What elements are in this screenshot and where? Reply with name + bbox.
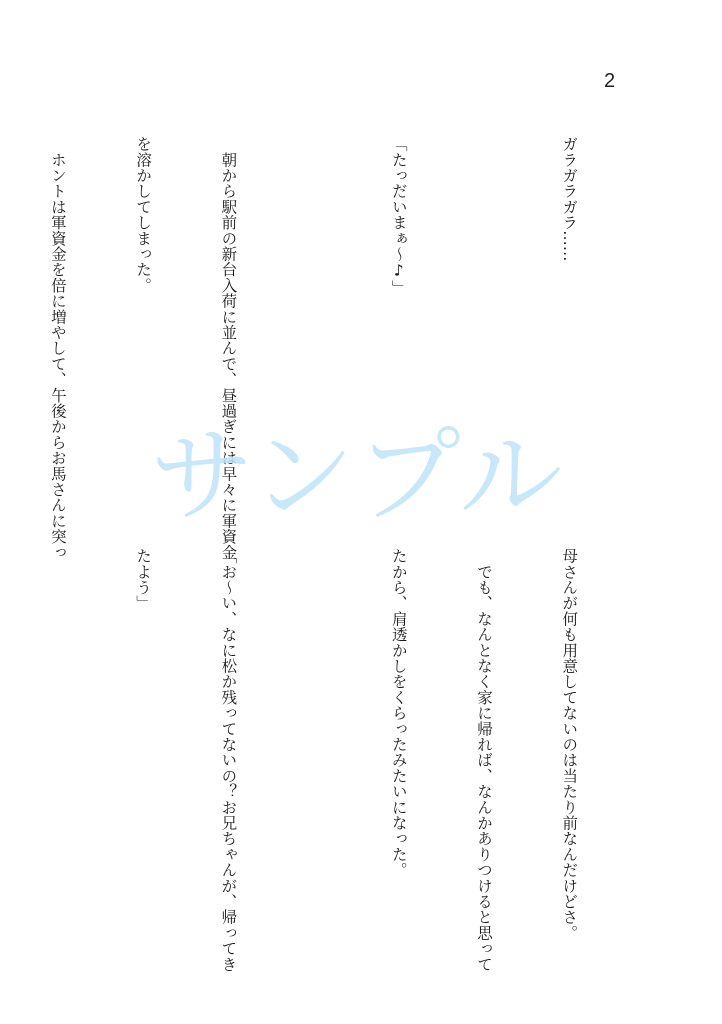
text-column-top [48, 136, 640, 560]
text-line: たから、肩透かしをくらったみたいになった。 [389, 548, 408, 878]
text-line [43, 548, 71, 968]
sample-watermark: サンプル [150, 415, 565, 537]
text-line: 「お～い、なに松か残ってないの？お兄ちゃんが、帰ってき [219, 548, 238, 972]
text-line: でも、なんとなく家に帰れば、なんかありつけると思って [474, 548, 493, 972]
text-column-bottom [80, 548, 640, 972]
text-line: を溶かしてしまった。 [134, 136, 153, 293]
text-line: ホントは軍資金を倍に増やして、午後からお馬さんに突っ [48, 136, 67, 560]
text-line: たよう」 [134, 548, 153, 611]
text-line [299, 136, 327, 516]
text-line: 母さんが何も用意してないのは当たり前なんだけどさ。 [560, 548, 579, 941]
text-line: ガラガラガラ…… [560, 136, 579, 262]
text-line: 朝から駅前の新台入荷に並んで、昼過ぎには早々に軍資金 [219, 136, 238, 560]
text-line: 「たっだいまぁ～♪」 [389, 136, 408, 296]
text-line [470, 136, 498, 516]
text-line [299, 548, 327, 968]
page-number: 2 [604, 70, 616, 92]
